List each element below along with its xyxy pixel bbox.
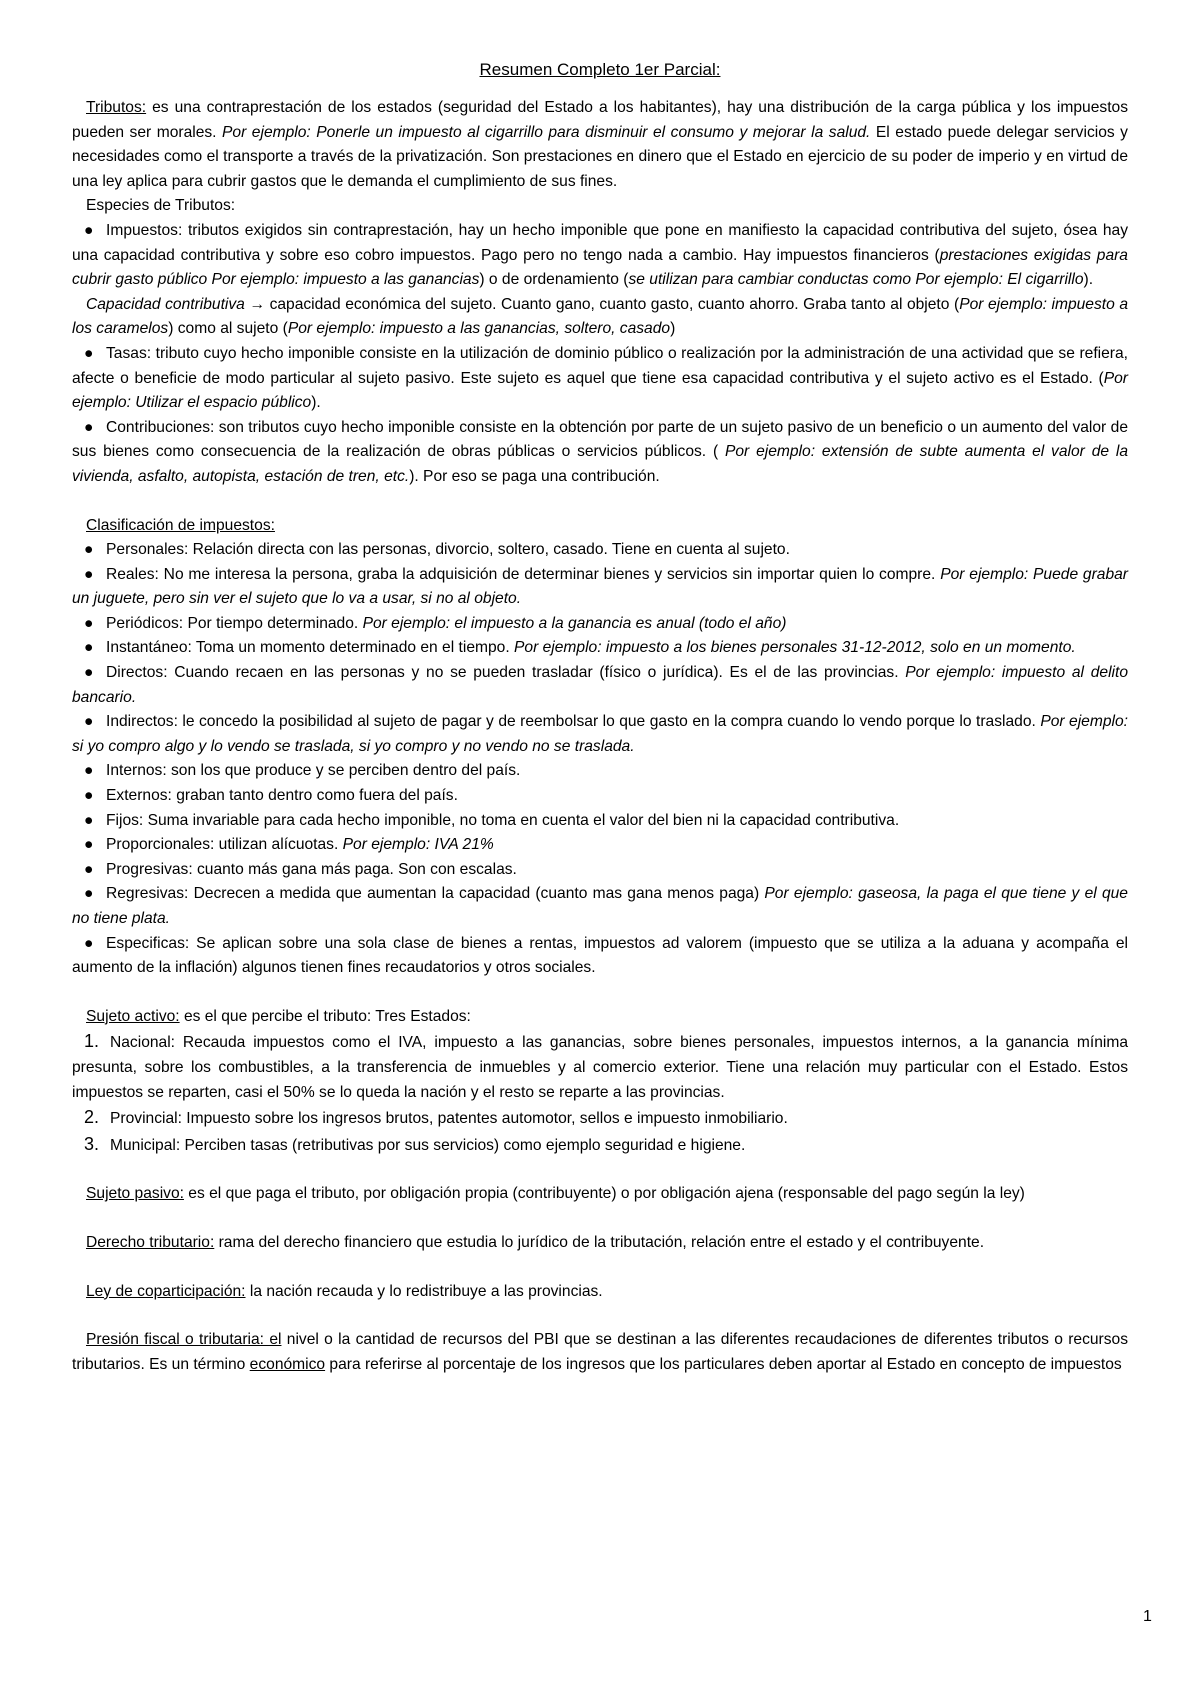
text-span: Personales: Relación directa con las personas, divorcio, soltero, casado. Tiene en cuenta al sujeto. <box>106 541 790 559</box>
list-item <box>72 858 1128 883</box>
list-item <box>72 882 1128 931</box>
bullet-icon: ● <box>84 664 94 682</box>
example-span: Por ejemplo: si yo compro algo y lo vendo se traslada, si yo compro y no vendo no se traslada. <box>72 713 1128 755</box>
text-span: Indirectos: le concedo la posibilidad al sujeto de pagar y de reembolsar lo que gasto en la compra cuando lo vendo porque lo traslado. <box>106 713 1041 731</box>
bullet-icon: ● <box>84 934 94 952</box>
numbered-item <box>72 1105 1128 1132</box>
item-number: 1. <box>84 1031 100 1052</box>
text-span: ) o de ordenamiento ( <box>479 271 629 289</box>
text-span: Directos: Cuando recaen en las personas y no se pueden trasladar (físico o jurídica). Es el de las provincias. <box>106 664 906 682</box>
clasificacion-term: Clasificación de impuestos: <box>86 516 275 534</box>
example-span: prestaciones exigidas para cubrir gasto público Por ejemplo: impuesto a las ganancias <box>72 246 1128 289</box>
text-span: es el que percibe el tributo: Tres Estados: <box>179 1007 471 1025</box>
list-item <box>72 784 1128 809</box>
document-page <box>72 58 1128 1377</box>
derecho-term: Derecho tributario: <box>86 1233 215 1251</box>
contribuciones-item <box>72 416 1128 490</box>
bullet-icon: ● <box>84 860 94 878</box>
clasificacion-heading <box>72 514 1128 539</box>
numbered-item <box>72 1132 1128 1159</box>
bullet-icon: ● <box>84 418 94 436</box>
bullet-icon: ● <box>84 762 94 780</box>
example-span: Por ejemplo: impuesto a los caramelos <box>72 295 1128 338</box>
capacidad-paragraph <box>72 293 1128 342</box>
sujeto-pasivo-term: Sujeto pasivo: <box>86 1185 184 1203</box>
text-span: El estado puede delegar servicios y necesidades como el transporte a través de la privatización. Son prestaciones en dinero que el Estado en ejercicio de su poder de imperio y en virtud de una ley aplica para cubrir gastos que le demanda el cumplimiento de sus fines. <box>72 123 1128 190</box>
text-span: Especificas: Se aplican sobre una sola clase de bienes a rentas, impuestos ad valorem (impuesto que se utiliza a la aduana y acompaña el aumento de la inflación) algunos tienen fines recaudatorios y otros sociales. <box>72 934 1128 977</box>
text-span: Internos: son los que produce y se perciben dentro del país. <box>106 762 521 780</box>
list-item <box>72 612 1128 637</box>
bullet-icon: ● <box>84 344 94 362</box>
numbered-item <box>72 1029 1128 1105</box>
text-span: ) como al sujeto ( <box>168 320 288 338</box>
presion-term: Presión fiscal o tributaria: el <box>86 1331 282 1349</box>
text-span: Progresivas: cuanto más gana más paga. Son con escalas. <box>106 860 517 878</box>
bullet-icon: ● <box>84 787 94 805</box>
underlined-word: económico <box>249 1355 326 1373</box>
text-span: Municipal: Perciben tasas (retributivas por sus servicios) como ejemplo seguridad e higiene. <box>110 1136 746 1154</box>
text-span: rama del derecho financiero que estudia lo jurídico de la tributación, relación entre el estado y el contribuyente. <box>214 1233 985 1251</box>
list-item <box>72 932 1128 981</box>
text-span: Regresivas: Decrecen a medida que aumentan la capacidad (cuanto mas gana menos paga) <box>106 885 765 903</box>
bullet-icon: ● <box>84 221 94 239</box>
list-item <box>72 636 1128 661</box>
example-span: Por ejemplo: gaseosa, la paga el que tiene y el que no tiene plata. <box>72 885 1128 927</box>
ley-paragraph <box>72 1280 1128 1305</box>
list-item <box>72 563 1128 612</box>
capacidad-term: Capacidad contributiva <box>86 295 245 313</box>
text-span: Proporcionales: utilizan alícuotas. <box>106 836 343 854</box>
example-span: Por ejemplo: IVA 21% <box>342 836 494 854</box>
sujeto-pasivo-paragraph <box>72 1182 1128 1207</box>
document-title: Resumen Completo 1er Parcial: <box>479 60 721 79</box>
especies-heading: Especies de Tributos: <box>86 197 236 215</box>
list-item <box>72 833 1128 858</box>
text-span: ) <box>670 320 676 338</box>
text-span: Impuestos: tributos exigidos sin contraprestación, hay un hecho imponible que pone en manifiesto la capacidad contributiva del sujeto, ósea hay una capacidad contributiva y sobre eso cobro impuestos. Pago pero no tengo nada a cambio. Hay impuestos financieros ( <box>72 221 1128 264</box>
tributos-paragraph <box>72 96 1128 194</box>
example-span: Por ejemplo: Ponerle un impuesto al cigarrillo para disminuir el consumo y mejorar la salud. <box>222 123 871 141</box>
text-span: ). <box>1083 271 1094 289</box>
list-item <box>72 538 1128 563</box>
example-span: Por ejemplo: el impuesto a la ganancia es anual (todo el año) <box>362 614 787 632</box>
example-span: Por ejemplo: extensión de subte aumenta el valor de la vivienda, asfalto, autopista, estación de tren, etc. <box>72 443 1129 485</box>
example-span: Por ejemplo: Utilizar el espacio público <box>72 369 1128 412</box>
text-span: Externos: graban tanto dentro como fuera del país. <box>106 787 458 805</box>
impuestos-item <box>72 219 1128 293</box>
text-span: Fijos: Suma invariable para cada hecho imponible, no toma en cuenta el valor del bien ni la capacidad contributiva. <box>106 811 900 829</box>
derecho-paragraph <box>72 1231 1128 1256</box>
bullet-icon: ● <box>84 614 94 632</box>
bullet-icon: ● <box>84 885 94 903</box>
item-number: 2. <box>84 1107 100 1128</box>
text-span: nivel o la cantidad de recursos del PBI que se destinan a las diferentes recaudaciones de diferentes tributos o recursos tributarios. Es un término <box>72 1331 1128 1373</box>
text-span: es el que paga el tributo, por obligación propia (contribuyente) o por obligación ajena (responsable del pago según la ley) <box>183 1185 1025 1203</box>
bullet-icon: ● <box>84 811 94 829</box>
list-item <box>72 809 1128 834</box>
text-span: Instantáneo: Toma un momento determinado en el tiempo. <box>106 639 514 657</box>
example-span: Por ejemplo: impuesto al delito bancario. <box>72 664 1129 706</box>
tasas-item <box>72 342 1128 416</box>
page-number: 1 <box>1143 1608 1152 1625</box>
presion-paragraph <box>72 1328 1128 1377</box>
bullet-icon: ● <box>84 565 94 583</box>
text-span: Tasas: tributo cuyo hecho imponible consiste en la utilización de dominio público o realización por la administración de una actividad que se refiera, afecte o beneficie de modo particular al sujeto pasivo. Este sujeto es aquel que tiene esa capacidad contributiva y el sujeto activo es el Estado. ( <box>72 344 1128 387</box>
text-span: Nacional: Recauda impuestos como el IVA, impuesto a las ganancias, sobre bienes personales, impuestos internos, a la ganancia mínima presunta, sobre los combustibles, a la transferencia de inmuebles y al comercio exterior. Tiene una relación muy particular con el Estado. Estos impuestos se reparten, casi el 50% se lo queda la nación y el resto se reparte a las provincias. <box>72 1034 1128 1101</box>
list-item <box>72 710 1128 759</box>
example-span: se utilizan para cambiar conductas como Por ejemplo: El cigarrillo <box>628 271 1084 289</box>
text-span: para referirse al porcentaje de los ingresos que los particulares deben aportar al Estado en concepto de impuestos <box>325 1355 1122 1373</box>
text-span: capacidad económica del sujeto. Cuanto gano, cuanto gasto, cuanto ahorro. Graba tanto al objeto ( <box>269 295 960 313</box>
text-span: Contribuciones: son tributos cuyo hecho imponible consiste en la obtención por parte de un sujeto pasivo de un beneficio o un aumento del valor de sus bienes como consecuencia de la realización de obras públicas o servicios públicos. ( <box>72 418 1128 461</box>
text-span: Reales: No me interesa la persona, graba la adquisición de determinar bienes y servicios sin importar quien lo compre. <box>106 565 941 583</box>
list-item <box>72 759 1128 784</box>
example-span: Por ejemplo: impuesto a las ganancias, soltero, casado <box>287 320 671 338</box>
bullet-icon: ● <box>84 541 94 559</box>
item-number: 3. <box>84 1133 100 1154</box>
bullet-icon: ● <box>84 836 94 854</box>
bullet-icon: ● <box>84 713 94 731</box>
text-span: la nación recauda y lo redistribuye a las provincias. <box>245 1282 603 1300</box>
text-span: ). Por eso se paga una contribución. <box>409 467 660 485</box>
text-span: Periódicos: Por tiempo determinado. <box>106 614 363 632</box>
sujeto-activo-term: Sujeto activo: <box>86 1007 180 1025</box>
example-span: Por ejemplo: Puede grabar un juguete, pero sin ver el sujeto que lo va a usar, si no al objeto. <box>72 565 1129 608</box>
text-span: es una contraprestación de los estados (seguridad del Estado a los habitantes), hay una distribución de la carga pública y los impuestos pueden ser morales. <box>72 99 1128 141</box>
text-span: Provincial: Impuesto sobre los ingresos brutos, patentes automotor, sellos e impuesto inmobiliario. <box>110 1110 788 1128</box>
example-span: Por ejemplo: impuesto a los bienes personales 31-12-2012, solo en un momento. <box>514 639 1076 657</box>
text-span: ). <box>311 394 321 412</box>
list-item <box>72 661 1128 710</box>
bullet-icon: ● <box>84 639 94 657</box>
tributos-term: Tributos: <box>86 99 147 116</box>
sujeto-activo-paragraph <box>72 1005 1128 1030</box>
ley-term: Ley de coparticipación: <box>86 1282 246 1300</box>
arrow-icon: → <box>244 295 270 313</box>
